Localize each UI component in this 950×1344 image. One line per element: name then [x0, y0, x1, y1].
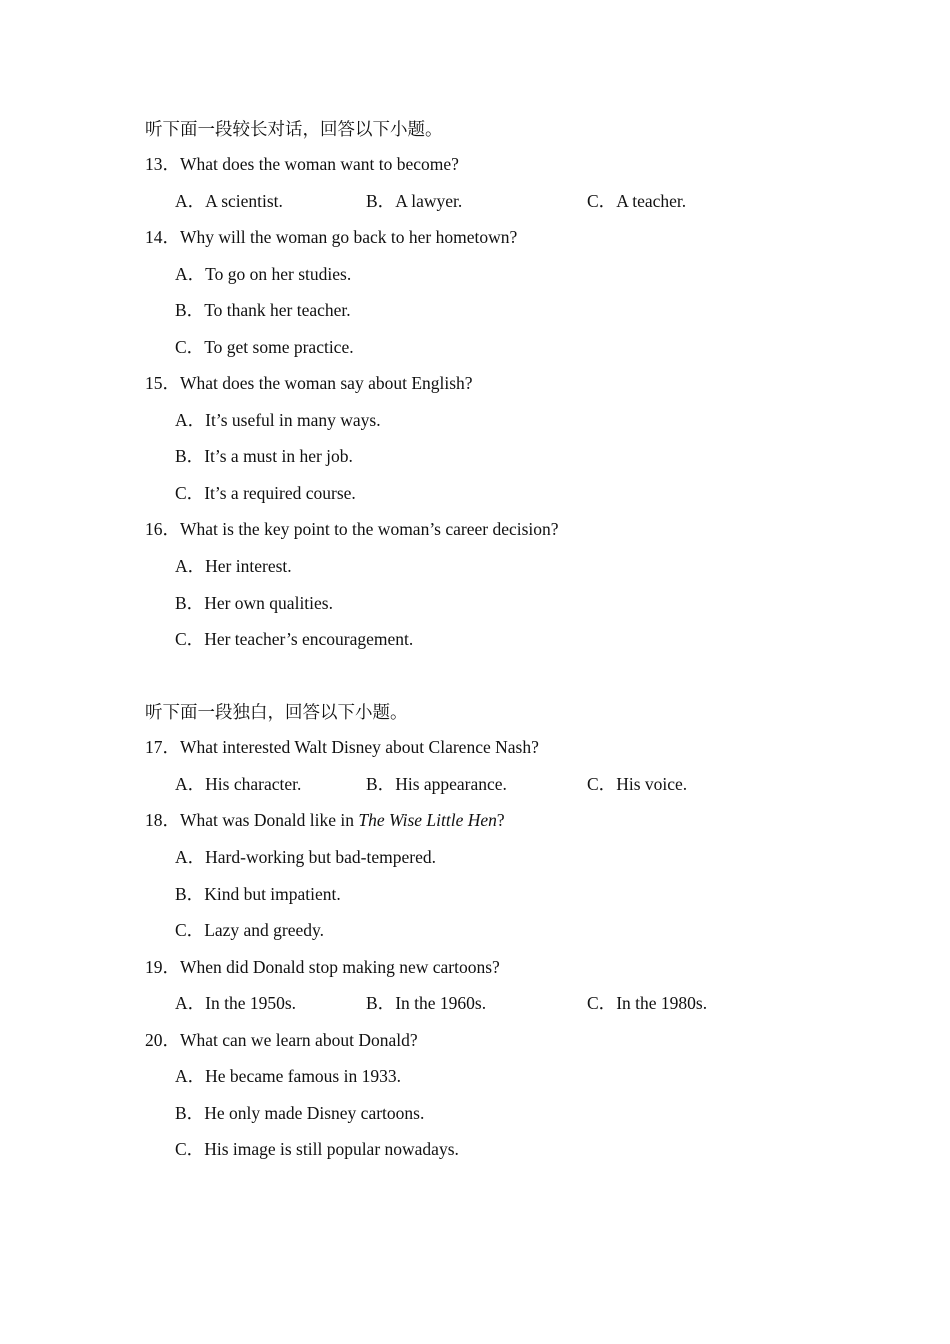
option-text: To go on her studies. [205, 264, 352, 284]
q15-option-b[interactable] [175, 445, 353, 467]
q17-option-b[interactable] [366, 773, 507, 795]
option-text: A lawyer. [395, 191, 463, 211]
q13-option-b[interactable] [366, 190, 462, 212]
q18-option-a[interactable] [175, 846, 436, 868]
question-number: 20． [145, 1030, 180, 1050]
option-letter: B． [175, 884, 205, 904]
option-text: He became famous in 1933. [205, 1066, 401, 1086]
option-text: Her own qualities. [204, 593, 333, 613]
option-text: It’s a must in her job. [204, 446, 353, 466]
q18-option-c[interactable] [175, 919, 324, 941]
q19-option-a[interactable] [175, 992, 296, 1014]
option-text: It’s useful in many ways. [205, 410, 381, 430]
question-text: What interested Walt Disney about Clarence Nash? [180, 737, 539, 757]
option-text: Hard-working but bad-tempered. [205, 847, 436, 867]
option-letter: A． [175, 264, 206, 284]
q14-option-b[interactable] [175, 299, 351, 321]
question-number: 16． [145, 519, 180, 539]
option-letter: C． [175, 1139, 205, 1159]
option-letter: A． [175, 556, 206, 576]
option-text: In the 1960s. [395, 993, 487, 1013]
option-letter: C． [175, 920, 205, 940]
option-text: In the 1980s. [616, 993, 708, 1013]
option-text: To get some practice. [204, 337, 354, 357]
q15-option-a[interactable] [175, 409, 381, 431]
question-18 [145, 809, 505, 831]
q16-option-c[interactable] [175, 628, 413, 650]
option-letter: A． [175, 774, 206, 794]
q16-option-b[interactable] [175, 592, 333, 614]
q15-option-c[interactable] [175, 482, 356, 504]
question-text: When did Donald stop making new cartoons? [180, 957, 500, 977]
option-text: A teacher. [616, 191, 687, 211]
option-letter: A． [175, 410, 206, 430]
q17-option-c[interactable] [587, 773, 687, 795]
option-text: His image is still popular nowadays. [204, 1139, 459, 1159]
option-letter: C． [587, 191, 617, 211]
question-19 [145, 956, 500, 978]
question-15 [145, 372, 473, 394]
q20-option-b[interactable] [175, 1102, 424, 1124]
option-text: To thank her teacher. [204, 300, 351, 320]
option-letter: C． [175, 629, 205, 649]
option-letter: B． [175, 446, 205, 466]
question-text-end: ? [496, 810, 505, 830]
question-number: 18． [145, 810, 180, 830]
option-letter: A． [175, 1066, 206, 1086]
question-14 [145, 226, 517, 248]
option-text: It’s a required course. [204, 483, 356, 503]
option-text: Kind but impatient. [204, 884, 341, 904]
option-letter: A． [175, 847, 206, 867]
option-letter: C． [587, 993, 617, 1013]
question-text: What does the woman want to become? [180, 154, 459, 174]
section-1-heading: 听下面一段较长对话，回答以下小题。 [145, 119, 443, 139]
q13-option-c[interactable] [587, 190, 686, 212]
question-13 [145, 153, 459, 175]
question-number: 17． [145, 737, 180, 757]
question-text: What does the woman say about English? [180, 373, 473, 393]
q14-option-c[interactable] [175, 336, 354, 358]
question-20 [145, 1029, 418, 1051]
q18-option-b[interactable] [175, 883, 341, 905]
option-letter: B． [175, 1103, 205, 1123]
option-text: In the 1950s. [205, 993, 297, 1013]
option-letter: B． [366, 774, 396, 794]
option-letter: C． [175, 337, 205, 357]
q19-option-b[interactable] [366, 992, 486, 1014]
option-letter: B． [366, 993, 396, 1013]
option-letter: A． [175, 993, 206, 1013]
option-text: Her teacher’s encouragement. [204, 629, 414, 649]
option-letter: B． [175, 300, 205, 320]
question-text: What can we learn about Donald? [180, 1030, 418, 1050]
option-text: Her interest. [205, 556, 292, 576]
question-17 [145, 736, 539, 758]
question-16 [145, 518, 559, 540]
option-text: Lazy and greedy. [204, 920, 325, 940]
q19-option-c[interactable] [587, 992, 707, 1014]
q20-option-c[interactable] [175, 1138, 459, 1160]
option-letter: C． [175, 483, 205, 503]
q14-option-a[interactable] [175, 263, 351, 285]
option-text: His character. [205, 774, 302, 794]
section-2-heading: 听下面一段独白，回答以下小题。 [145, 702, 408, 722]
question-text-title: The Wise Little Hen [358, 810, 497, 830]
option-letter: B． [175, 593, 205, 613]
option-letter: C． [587, 774, 617, 794]
question-text: Why will the woman go back to her hometown? [180, 227, 518, 247]
question-text: What is the key point to the woman’s career decision? [180, 519, 559, 539]
option-letter: B． [366, 191, 396, 211]
question-number: 14． [145, 227, 180, 247]
question-number: 13． [145, 154, 180, 174]
question-number: 15． [145, 373, 180, 393]
question-number: 19． [145, 957, 180, 977]
q20-option-a[interactable] [175, 1065, 401, 1087]
option-text: His appearance. [395, 774, 507, 794]
q17-option-a[interactable] [175, 773, 301, 795]
question-text: What was Donald like in [180, 810, 359, 830]
option-letter: A． [175, 191, 206, 211]
q16-option-a[interactable] [175, 555, 292, 577]
option-text: He only made Disney cartoons. [204, 1103, 425, 1123]
option-text: A scientist. [205, 191, 283, 211]
option-text: His voice. [616, 774, 688, 794]
q13-option-a[interactable] [175, 190, 283, 212]
